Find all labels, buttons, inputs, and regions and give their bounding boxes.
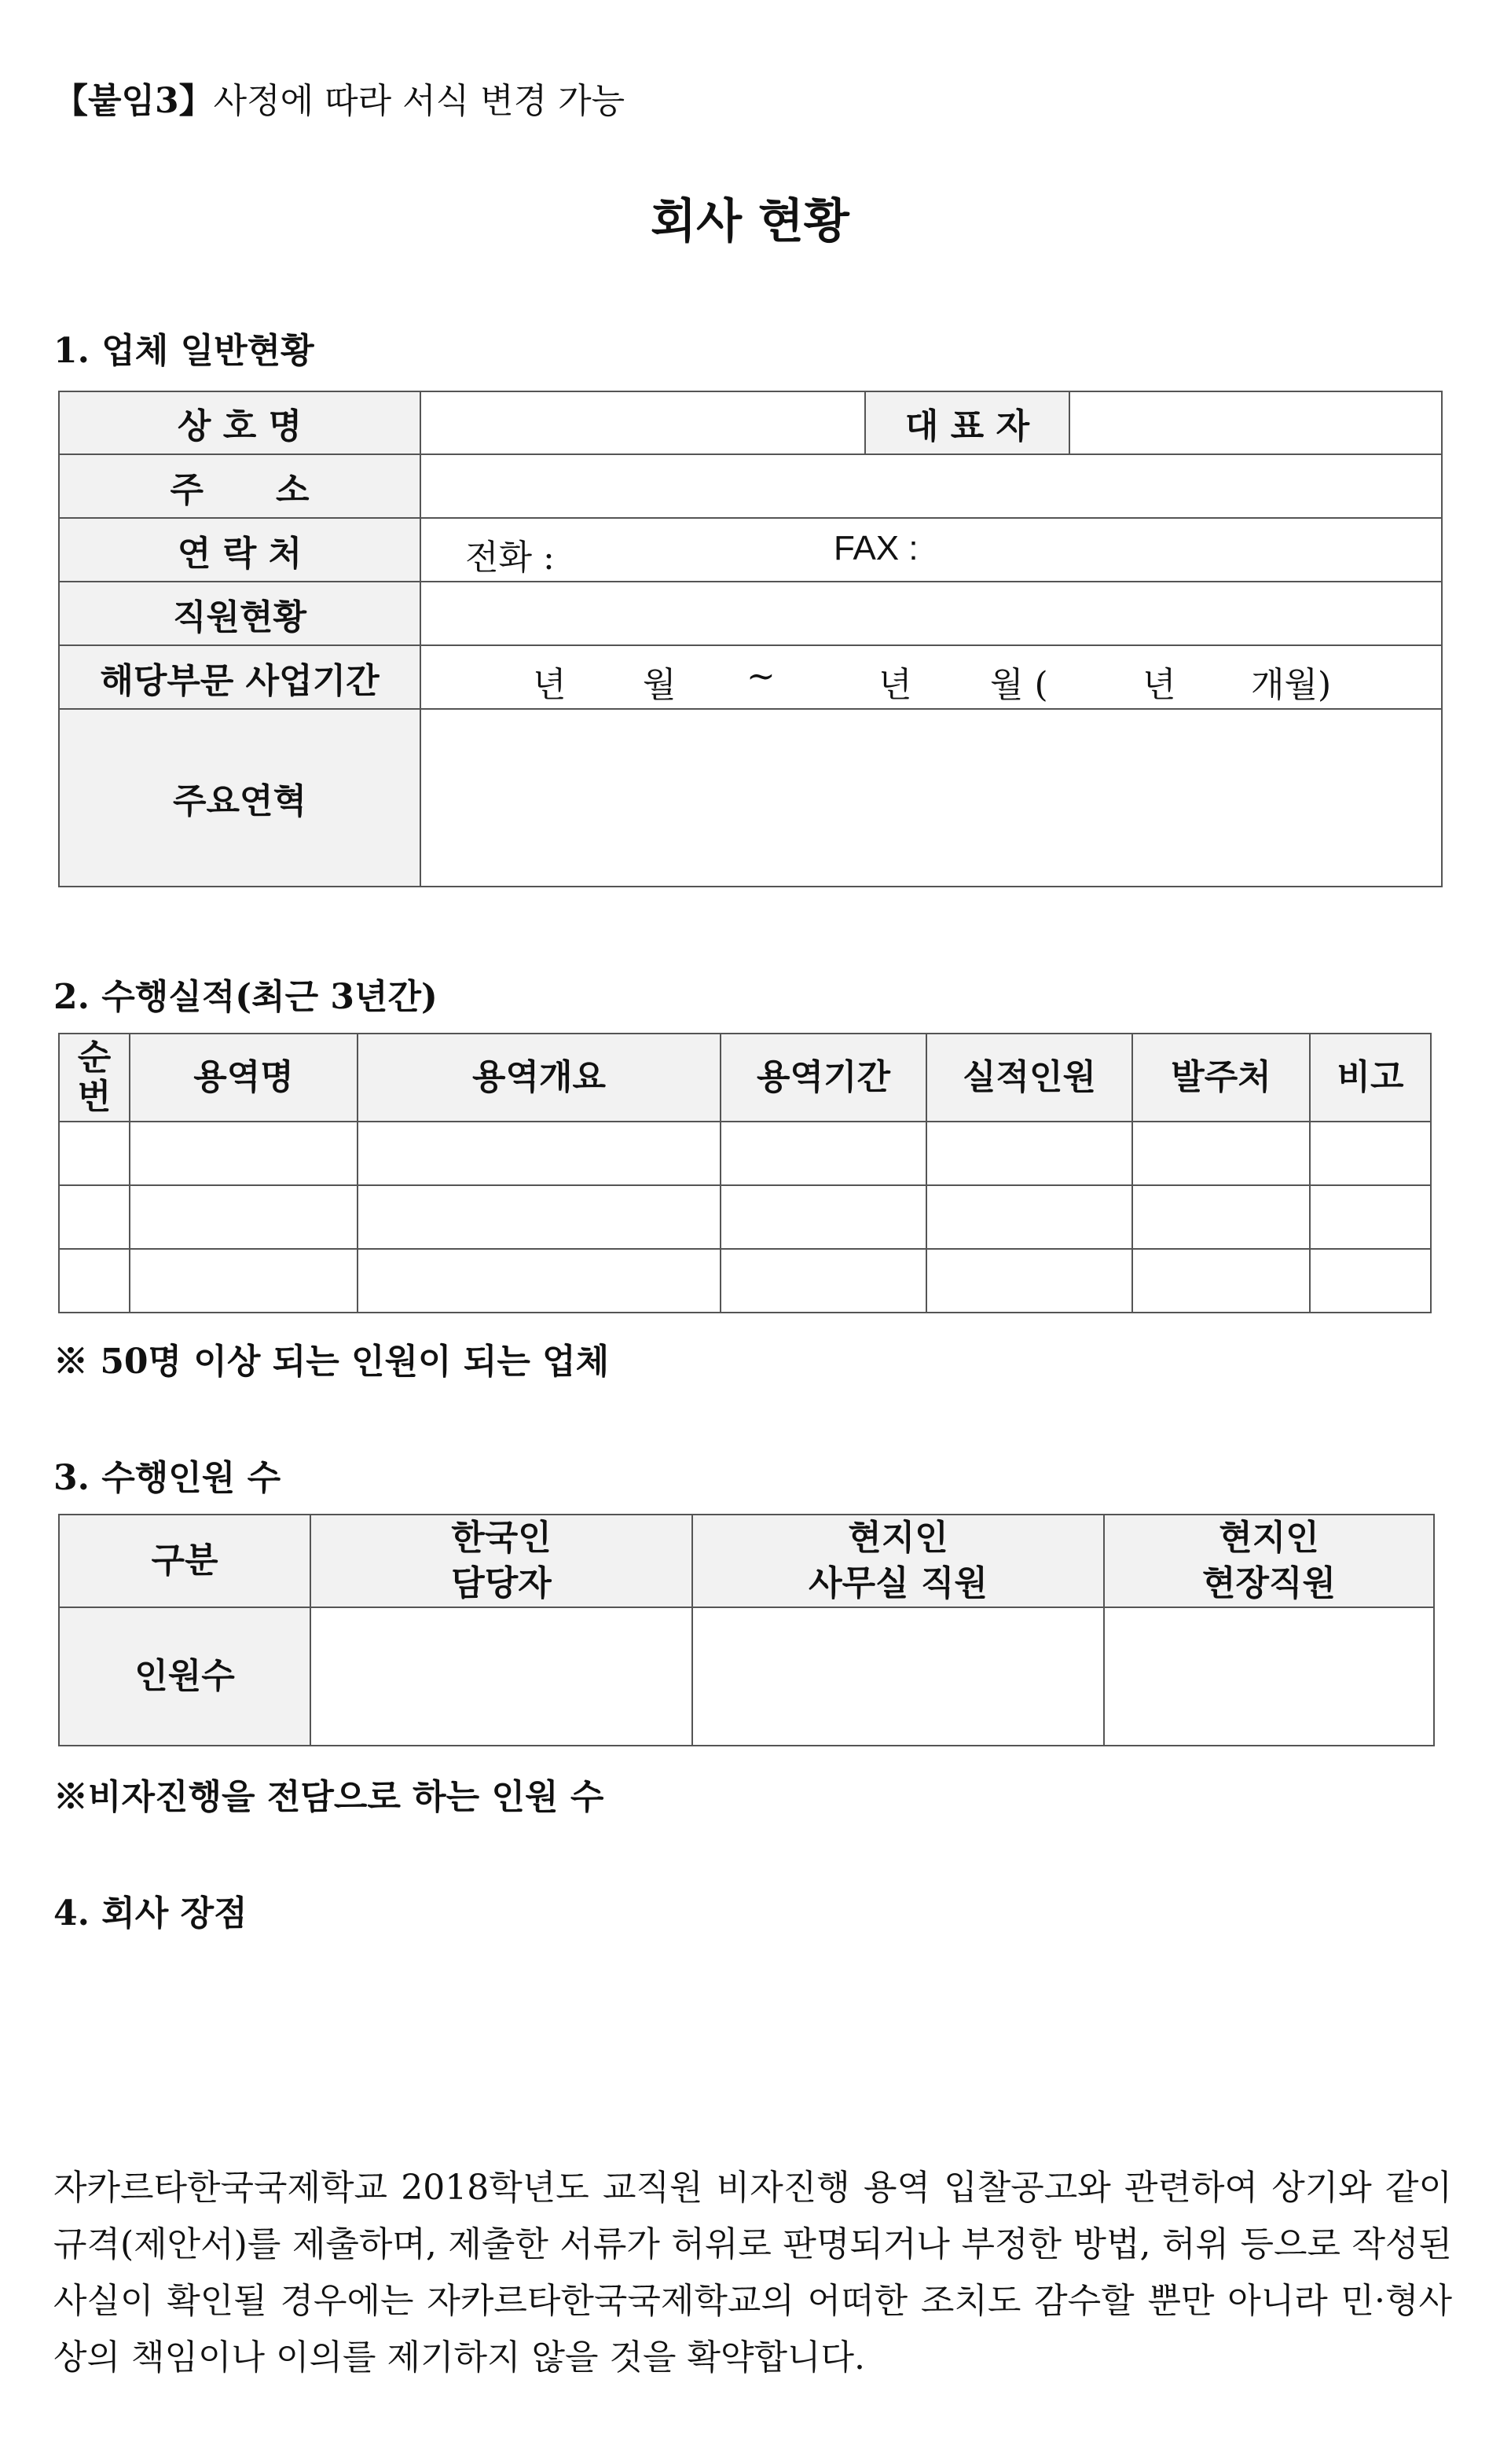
section3-heading: 3. 수행인원 수 xyxy=(53,1458,281,1498)
table-cell[interactable] xyxy=(358,1249,721,1313)
col-service-summary: 용역개요 xyxy=(358,1034,721,1122)
table-row xyxy=(59,1249,1431,1313)
local-office-count-field[interactable] xyxy=(692,1607,1104,1746)
table-cell[interactable] xyxy=(926,1185,1132,1249)
korean-manager-count-field[interactable] xyxy=(310,1607,692,1746)
table-cell[interactable] xyxy=(59,1185,130,1249)
col-service-period: 용역기간 xyxy=(721,1034,926,1122)
label-period: 해당부문 사업기간 xyxy=(59,645,420,709)
table-cell[interactable] xyxy=(59,1122,130,1185)
table-cell[interactable] xyxy=(721,1249,926,1313)
table-row xyxy=(59,1185,1431,1249)
table-cell[interactable] xyxy=(59,1249,130,1313)
address-field[interactable] xyxy=(420,454,1442,518)
label-address: 주 소 xyxy=(59,454,420,518)
section2-note: ※ 50명 이상 되는 인원이 되는 업체 xyxy=(53,1342,610,1382)
performance-table xyxy=(58,1033,1432,1313)
company-name-field[interactable] xyxy=(420,391,865,454)
table-cell[interactable] xyxy=(721,1122,926,1185)
attachment-header xyxy=(53,72,625,123)
table-cell[interactable] xyxy=(130,1185,358,1249)
table-cell[interactable] xyxy=(1132,1249,1310,1313)
table-cell[interactable] xyxy=(721,1185,926,1249)
ceo-field[interactable] xyxy=(1069,391,1442,454)
table-cell[interactable] xyxy=(1310,1249,1431,1313)
col-remarks: 비고 xyxy=(1310,1034,1431,1122)
period-year3: 년 xyxy=(1142,664,1176,705)
label-ceo: 대 표 자 xyxy=(865,391,1069,454)
label-history: 주요연혁 xyxy=(59,709,420,887)
period-year1: 년 xyxy=(533,664,567,705)
company-strengths-field[interactable] xyxy=(53,1949,1436,2122)
local-field-count-field[interactable] xyxy=(1104,1607,1434,1746)
section2-heading: 2. 수행실적(최근 3년간) xyxy=(53,977,438,1017)
period-field[interactable] xyxy=(420,645,1442,709)
label-staff: 직원현황 xyxy=(59,582,420,645)
period-month1: 월 xyxy=(643,664,677,705)
pledge-statement: 자카르타한국국제학교 2018학년도 교직원 비자진행 용역 입찰공고와 관련하여 상기와 같이 규격(제안서)를 제출하며, 제출한 서류가 허위로 판명되거나 부정한 방법, 허위 등으로 작성된 사실이 확인될 경우에는 자카르타한국국제학교의 어떠한 조치도 감수할 뿐만 아니라 민·형사상의 책임이나 이의를 제기하지 않을 것을 확약합니다. xyxy=(53,2168,1453,2378)
contact-field[interactable] xyxy=(420,518,1442,582)
table-cell[interactable] xyxy=(926,1249,1132,1313)
staff-count-table xyxy=(58,1514,1435,1746)
table-cell[interactable] xyxy=(130,1122,358,1185)
col-korean-manager: 한국인 담당자 xyxy=(310,1515,692,1607)
fax-label: FAX : xyxy=(834,528,919,567)
col-number: 순 번 xyxy=(59,1034,130,1122)
section3-note: ※비자진행을 전담으로 하는 인원 수 xyxy=(53,1777,604,1817)
section1-heading: 1. 업체 일반현황 xyxy=(53,331,314,371)
period-month2: 월 ( xyxy=(990,664,1048,705)
row-label-headcount: 인원수 xyxy=(59,1607,310,1746)
table-cell[interactable] xyxy=(926,1122,1132,1185)
table-cell[interactable] xyxy=(1310,1185,1431,1249)
table-cell[interactable] xyxy=(130,1249,358,1313)
period-months: 개월) xyxy=(1251,664,1332,705)
col-local-office-staff: 현지인 사무실 직원 xyxy=(692,1515,1104,1607)
table-cell[interactable] xyxy=(358,1185,721,1249)
history-field[interactable] xyxy=(420,709,1442,887)
col-category: 구분 xyxy=(59,1515,310,1607)
staff-field[interactable] xyxy=(420,582,1442,645)
page-title: 회사 현황 xyxy=(651,194,849,249)
section4-heading: 4. 회사 장점 xyxy=(53,1893,248,1933)
table-row xyxy=(59,1122,1431,1185)
company-general-table xyxy=(58,391,1443,887)
label-company: 상 호 명 xyxy=(59,391,420,454)
col-local-field-staff: 현지인 현장직원 xyxy=(1104,1515,1434,1607)
period-tilde: ~ xyxy=(746,655,776,696)
table-cell[interactable] xyxy=(1132,1185,1310,1249)
phone-label: 전화 : xyxy=(465,537,555,578)
period-year2: 년 xyxy=(878,664,912,705)
label-contact: 연 락 처 xyxy=(59,518,420,582)
col-staff-count: 실적인원 xyxy=(926,1034,1132,1122)
col-service-name: 용역명 xyxy=(130,1034,358,1122)
attachment-note: 사정에 따라 서식 변경 가능 xyxy=(213,81,625,121)
table-cell[interactable] xyxy=(358,1122,721,1185)
table-cell[interactable] xyxy=(1132,1122,1310,1185)
col-client: 발주처 xyxy=(1132,1034,1310,1122)
attachment-tag: 【붙임3】 xyxy=(53,81,214,121)
table-cell[interactable] xyxy=(1310,1122,1431,1185)
